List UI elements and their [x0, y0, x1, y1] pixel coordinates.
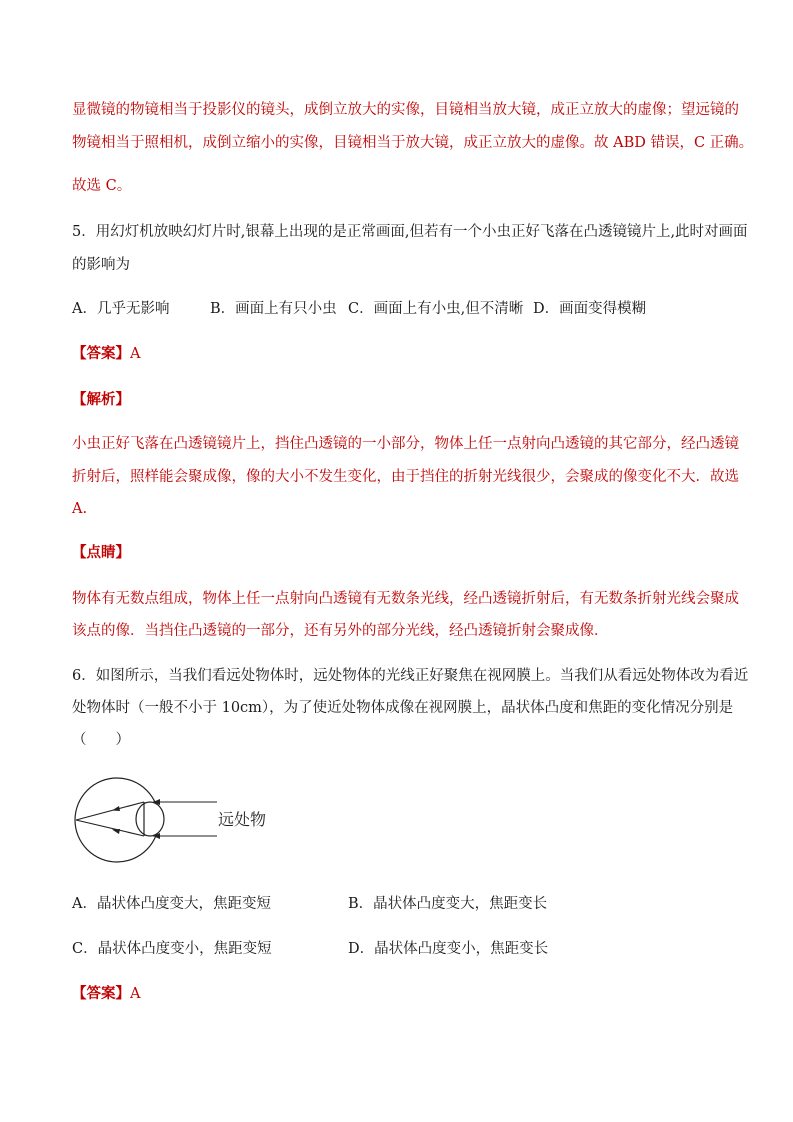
diagram-label: 远处物: [218, 810, 267, 829]
prev-analysis-line-1: 显微镜的物镜相当于投影仪的镜头，成倒立放大的实像，目镜相当放大镜，成正立放大的虚像；望远镜的: [72, 102, 739, 118]
q6-option-a: A．晶状体凸度变大，焦距变短: [72, 896, 271, 912]
q6-option-c: C．晶状体凸度变小，焦距变短: [72, 941, 272, 957]
q6-stem-line-1: 6．如图所示，当我们看远处物体时，远处物体的光线正好聚焦在视网膜上。当我们从看远处物体改为看近: [72, 668, 749, 684]
ray-top-refracted-arrow: [112, 806, 120, 811]
q5-option-b: B．画面上有只小虫: [210, 301, 337, 317]
lens-shape: [136, 802, 164, 836]
prev-conclusion: 故选 C。: [72, 178, 132, 194]
prev-analysis-line-2: 物镜相当于照相机，成倒立缩小的实像，目镜相当于放大镜，成正立放大的虚像。故 ABD 错误，C 正确。: [72, 135, 754, 151]
q5-option-d: D．画面变得模糊: [533, 301, 647, 317]
q6-stem-line-3: （ ）: [72, 732, 130, 748]
ray-bottom-refracted: [76, 820, 144, 836]
q5-analysis-line-3: A.: [72, 501, 88, 517]
q5-point-line-2: 该点的像．当挡住凸透镜的一部分，还有另外的部分光线，经凸透镜折射会聚成像．: [72, 623, 609, 639]
q5-stem-line-1: 5．用幻灯机放映幻灯片时,银幕上出现的是正常画面,但若有一个小虫正好飞落在凸透镜镜片上,此时对画面: [72, 224, 748, 240]
ray-top-refracted: [76, 802, 144, 820]
q5-analysis-line-2: 折射后，照样能会聚成像，像的大小不发生变化，由于挡住的折射光线很少，会聚成的像变化不大．故选: [72, 469, 739, 485]
q5-point-label: 【点睛】: [72, 544, 130, 561]
q6-option-d: D．晶状体凸度变小，焦距变长: [348, 941, 549, 957]
q5-point-line-1: 物体有无数点组成，物体上任一点射向凸透镜有无数条光线，经凸透镜折射后，有无数条折射光线会聚成: [72, 591, 739, 607]
q6-answer: [72, 984, 140, 1004]
q5-analysis-line-1: 小虫正好飞落在凸透镜镜片上，挡住凸透镜的一小部分，物体上任一点射向凸透镜的其它部分，经凸透镜: [72, 436, 739, 452]
q6-answer-value: A: [130, 986, 141, 1002]
ray-bottom-refracted-arrow: [112, 829, 120, 834]
q6-stem-line-2: 处物体时（一般不小于 10cm），为了使近处物体成像在视网膜上，晶状体凸度和焦距的变化情况分别是: [72, 700, 734, 716]
q6-option-b: B．晶状体凸度变大，焦距变长: [348, 896, 548, 912]
q5-option-a: A．几乎无影响: [72, 301, 170, 317]
q5-answer-value: A: [130, 346, 141, 362]
q5-stem-line-2: 的影响为: [72, 257, 130, 273]
q5-analysis-label: 【解析】: [72, 391, 130, 408]
q5-option-c: C．画面上有小虫,但不清晰: [348, 301, 524, 317]
q5-answer: [72, 344, 140, 364]
eye-diagram: [72, 775, 292, 865]
q5-answer-label: 【答案】: [72, 345, 130, 362]
q6-answer-label: 【答案】: [72, 985, 130, 1002]
